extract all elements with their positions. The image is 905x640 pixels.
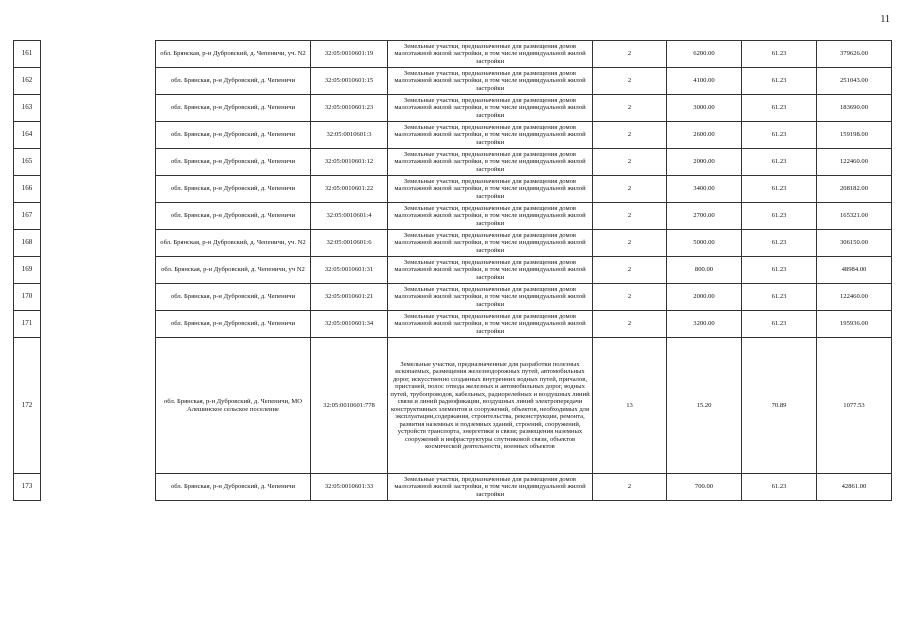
table-row	[14, 284, 892, 311]
address-cell: обл. Брянская, р-н Дубровский, д. Чепеничи, уч. N2	[156, 230, 311, 257]
row-number: 172	[14, 338, 41, 474]
table-row	[14, 122, 892, 149]
gap-cell	[41, 122, 156, 149]
area-cell: 6200.00	[667, 41, 742, 68]
cadastre-number-cell: 32:05:0010601:6	[311, 230, 388, 257]
row-number: 165	[14, 149, 41, 176]
address-cell: обл. Брянская, р-н Дубровский, д. Чепеничи	[156, 311, 311, 338]
rate-cell: 61.23	[742, 203, 817, 230]
land-purpose-cell: Земельные участки, предназначенные для размещения домов малоэтажной жилой застройки, в том числе индивидуальной жилой застройки	[388, 474, 593, 501]
category-cell: 13	[593, 338, 667, 474]
table-row	[14, 338, 892, 474]
rate-cell: 61.23	[742, 149, 817, 176]
cadastre-number-cell: 32:05:0010601:19	[311, 41, 388, 68]
rate-cell: 70.89	[742, 338, 817, 474]
table-row	[14, 311, 892, 338]
land-purpose-cell: Земельные участки, предназначенные для размещения домов малоэтажной жилой застройки, в том числе индивидуальной жилой застройки	[388, 95, 593, 122]
value-cell: 42861.00	[817, 474, 892, 501]
area-cell: 2000.00	[667, 149, 742, 176]
rate-cell: 61.23	[742, 311, 817, 338]
value-cell: 251043.00	[817, 68, 892, 95]
category-cell: 2	[593, 311, 667, 338]
address-cell: обл. Брянская, р-н Дубровский, д. Чепеничи	[156, 122, 311, 149]
table-row	[14, 257, 892, 284]
table-row	[14, 474, 892, 501]
cadastre-number-cell: 32:05:0010601:22	[311, 176, 388, 203]
value-cell: 159198.00	[817, 122, 892, 149]
gap-cell	[41, 474, 156, 501]
category-cell: 2	[593, 95, 667, 122]
rate-cell: 61.23	[742, 284, 817, 311]
category-cell: 2	[593, 176, 667, 203]
rate-cell: 61.23	[742, 68, 817, 95]
value-cell: 195936.00	[817, 311, 892, 338]
gap-cell	[41, 149, 156, 176]
category-cell: 2	[593, 203, 667, 230]
row-number: 161	[14, 41, 41, 68]
land-purpose-cell: Земельные участки, предназначенные для размещения домов малоэтажной жилой застройки, в том числе индивидуальной жилой застройки	[388, 203, 593, 230]
value-cell: 122460.00	[817, 149, 892, 176]
address-cell: обл. Брянская, р-н Дубровский, д. Чепеничи, уч N2	[156, 257, 311, 284]
land-purpose-cell: Земельные участки, предназначенные для размещения домов малоэтажной жилой застройки, в том числе индивидуальной жилой застройки	[388, 284, 593, 311]
address-cell: обл. Брянская, р-н Дубровский, д. Чепеничи	[156, 95, 311, 122]
table-row	[14, 176, 892, 203]
row-number: 170	[14, 284, 41, 311]
page-number: 11	[880, 14, 890, 25]
rate-cell: 61.23	[742, 257, 817, 284]
value-cell: 1077.53	[817, 338, 892, 474]
table-row	[14, 68, 892, 95]
row-number: 164	[14, 122, 41, 149]
cadastre-number-cell: 32:05:0010601:15	[311, 68, 388, 95]
area-cell: 3400.00	[667, 176, 742, 203]
value-cell: 379626.00	[817, 41, 892, 68]
area-cell: 2700.00	[667, 203, 742, 230]
value-cell: 48984.00	[817, 257, 892, 284]
table-row	[14, 41, 892, 68]
address-cell: обл. Брянская, р-н Дубровский, д. Чепеничи	[156, 176, 311, 203]
cadastre-number-cell: 32:05:0010601:4	[311, 203, 388, 230]
value-cell: 208182.00	[817, 176, 892, 203]
address-cell: обл. Брянская, р-н Дубровский, д. Чепеничи, МО Алешинское сельское поселение	[156, 338, 311, 474]
cadastre-number-cell: 32:05:0010601:3	[311, 122, 388, 149]
address-cell: обл. Брянская, р-н Дубровский, д. Чепеничи	[156, 68, 311, 95]
land-purpose-cell: Земельные участки, предназначенные для размещения домов малоэтажной жилой застройки, в том числе индивидуальной жилой застройки	[388, 311, 593, 338]
area-cell: 5000.00	[667, 230, 742, 257]
cadastre-number-cell: 32:05:0010601:33	[311, 474, 388, 501]
gap-cell	[41, 284, 156, 311]
row-number: 173	[14, 474, 41, 501]
gap-cell	[41, 95, 156, 122]
gap-cell	[41, 203, 156, 230]
area-cell: 2000.00	[667, 284, 742, 311]
rate-cell: 61.23	[742, 176, 817, 203]
value-cell: 122460.00	[817, 284, 892, 311]
category-cell: 2	[593, 257, 667, 284]
value-cell: 306150.00	[817, 230, 892, 257]
value-cell: 165321.00	[817, 203, 892, 230]
category-cell: 2	[593, 474, 667, 501]
category-cell: 2	[593, 41, 667, 68]
rate-cell: 61.23	[742, 95, 817, 122]
address-cell: обл. Брянская, р-н Дубровский, д. Чепеничи, уч. N2	[156, 41, 311, 68]
address-cell: обл. Брянская, р-н Дубровский, д. Чепеничи	[156, 474, 311, 501]
area-cell: 800.00	[667, 257, 742, 284]
rate-cell: 61.23	[742, 474, 817, 501]
area-cell: 2600.00	[667, 122, 742, 149]
area-cell: 4100.00	[667, 68, 742, 95]
cadastre-number-cell: 32:05:0010601:31	[311, 257, 388, 284]
address-cell: обл. Брянская, р-н Дубровский, д. Чепеничи	[156, 149, 311, 176]
row-number: 171	[14, 311, 41, 338]
gap-cell	[41, 230, 156, 257]
category-cell: 2	[593, 284, 667, 311]
cadastre-number-cell: 32:05:0010601:12	[311, 149, 388, 176]
row-number: 167	[14, 203, 41, 230]
gap-cell	[41, 311, 156, 338]
address-cell: обл. Брянская, р-н Дубровский, д. Чепеничи	[156, 284, 311, 311]
row-number: 166	[14, 176, 41, 203]
address-cell: обл. Брянская, р-н Дубровский, д. Чепеничи	[156, 203, 311, 230]
category-cell: 2	[593, 122, 667, 149]
land-purpose-cell: Земельные участки, предназначенные для размещения домов малоэтажной жилой застройки, в том числе индивидуальной жилой застройки	[388, 257, 593, 284]
area-cell: 700.00	[667, 474, 742, 501]
land-purpose-cell: Земельные участки, предназначенные для размещения домов малоэтажной жилой застройки, в том числе индивидуальной жилой застройки	[388, 176, 593, 203]
cadastre-number-cell: 32:05:0010601:23	[311, 95, 388, 122]
category-cell: 2	[593, 230, 667, 257]
gap-cell	[41, 257, 156, 284]
land-purpose-cell: Земельные участки, предназначенные для размещения домов малоэтажной жилой застройки, в том числе индивидуальной жилой застройки	[388, 149, 593, 176]
gap-cell	[41, 176, 156, 203]
land-purpose-cell: Земельные участки, предназначенные для размещения домов малоэтажной жилой застройки, в том числе индивидуальной жилой застройки	[388, 41, 593, 68]
category-cell: 2	[593, 68, 667, 95]
gap-cell	[41, 41, 156, 68]
land-purpose-cell: Земельные участки, предназначенные для разработки полезных ископаемых, размещения железнодорожных путей, автомобильных дорог, искусственно созданных внутренних водных путей, причалов, пристаней, полос отвода железных и автомобильных дорог, водных путей, трубопроводов, кабельных, радиорелейных и воздушных линий связи и линий радиофикации, воздушных линий электропередачи конструктивных элементов и сооружений, объектов, необходимых для эксплуатации,содержания, строительства, реконструкции, ремонта, развития наземных и подземных зданий, строений, сооружений, устройств транспорта, энергетики и связи; размещения наземных сооружений и инфраструктуры спутниковой связи, объектов космической деятельности, военных объектов	[388, 338, 593, 474]
cadastre-number-cell: 32:05:0010601:778	[311, 338, 388, 474]
land-register-table	[13, 40, 892, 501]
gap-cell	[41, 68, 156, 95]
cadastre-number-cell: 32:05:0010601:21	[311, 284, 388, 311]
table-row	[14, 95, 892, 122]
land-purpose-cell: Земельные участки, предназначенные для размещения домов малоэтажной жилой застройки, в том числе индивидуальной жилой застройки	[388, 230, 593, 257]
rate-cell: 61.23	[742, 41, 817, 68]
area-cell: 3000.00	[667, 95, 742, 122]
row-number: 168	[14, 230, 41, 257]
table-row	[14, 149, 892, 176]
cadastre-number-cell: 32:05:0010601:34	[311, 311, 388, 338]
area-cell: 3200.00	[667, 311, 742, 338]
land-purpose-cell: Земельные участки, предназначенные для размещения домов малоэтажной жилой застройки, в том числе индивидуальной жилой застройки	[388, 122, 593, 149]
row-number: 162	[14, 68, 41, 95]
category-cell: 2	[593, 149, 667, 176]
rate-cell: 61.23	[742, 230, 817, 257]
value-cell: 183690.00	[817, 95, 892, 122]
area-cell: 15.20	[667, 338, 742, 474]
row-number: 169	[14, 257, 41, 284]
rate-cell: 61.23	[742, 122, 817, 149]
land-purpose-cell: Земельные участки, предназначенные для размещения домов малоэтажной жилой застройки, в том числе индивидуальной жилой застройки	[388, 68, 593, 95]
row-number: 163	[14, 95, 41, 122]
table-row	[14, 230, 892, 257]
gap-cell	[41, 338, 156, 474]
table-row	[14, 203, 892, 230]
